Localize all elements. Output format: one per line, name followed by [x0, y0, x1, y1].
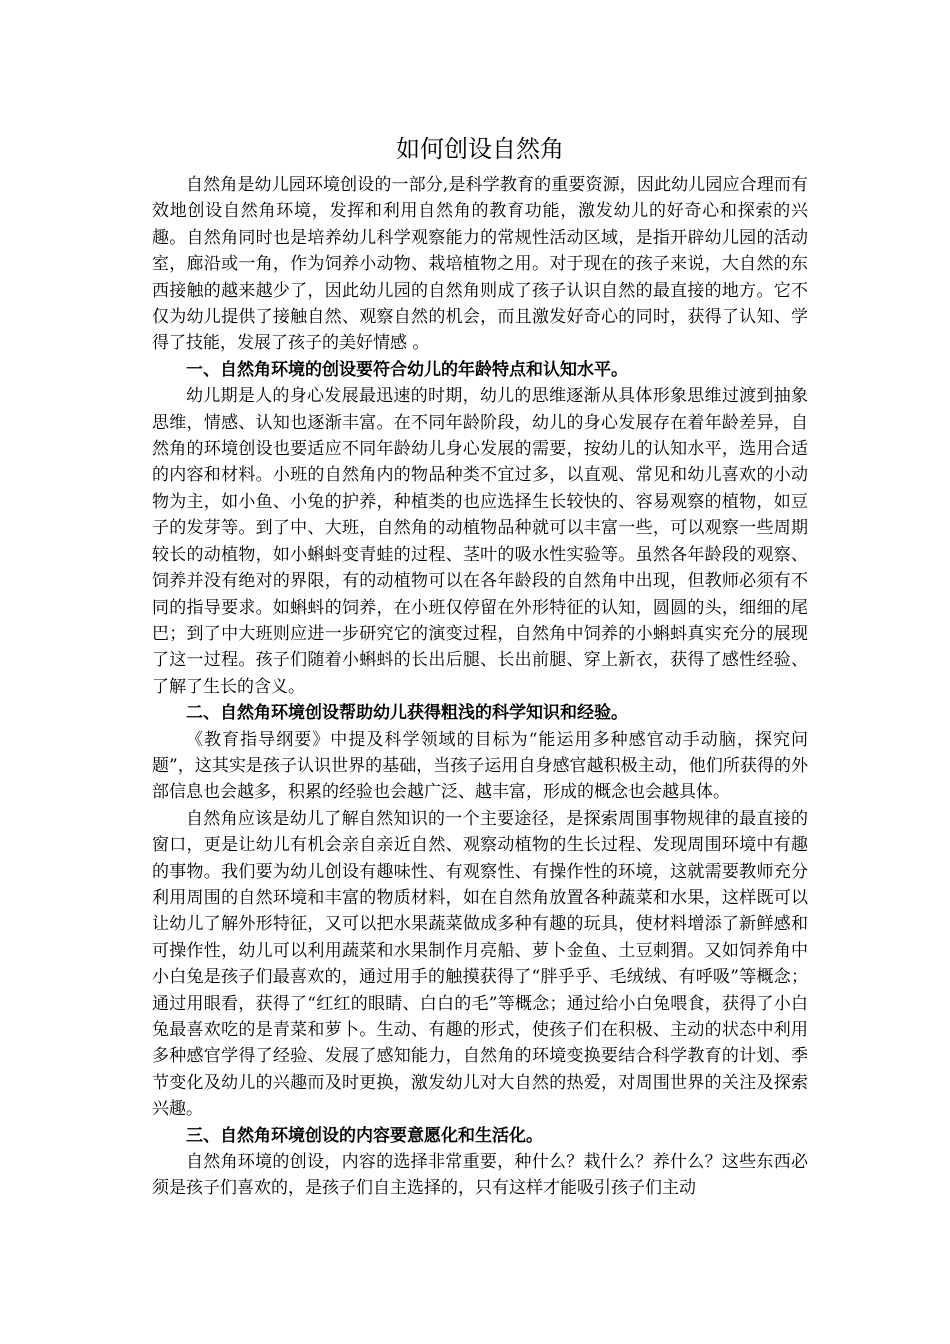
section-3-heading: 三、自然角环境创设的内容要意愿化和生活化。: [186, 1125, 543, 1146]
section-2-heading: 二、自然角环境创设帮助幼儿获得粗浅的科学知识和经验。: [186, 703, 628, 724]
section-3-paragraph: 自然角环境的创设，内容的选择非常重要，种什么？栽什么？养什么？这些东西必须是孩子们喜欢的，是孩子们自主选择的，只有这样才能吸引孩子们主动: [152, 1152, 808, 1199]
section-2-paragraph-2: 自然角应该是幼儿了解自然知识的一个主要途径，是探索周围事物规律的最直接的窗口，更是让幼儿有机会亲自亲近自然、观察动植物的生长过程、发现周围环境中有趣的事物。我们要为幼儿创设有趣味性、有观察性、有操作性的环境，这就需要教师充分利用周围的自然环境和丰富的物质材料，如在自然角放置各种蔬菜和水果，这样既可以让幼儿了解外形特征，又可以把水果蔬菜做成多种有趣的玩具，使材料增添了新鲜感和可操作性，幼儿可以利用蔬菜和水果制作月亮船、萝卜金鱼、土豆刺猬。又如饲养角中小白兔是孩子们最喜欢的，通过用手的触摸获得了“胖乎乎、毛绒绒、有呼吸”等概念；通过用眼看，获得了“红红的眼睛、白白的毛”等概念；通过给小白兔喂食，获得了小白兔最喜欢吃的是青菜和萝卜。生动、有趣的形式，使孩子们在积极、主动的状态中利用多种感官学得了经验、发展了感知能力，自然角的环境变换要结合科学教育的计划、季节变化及幼儿的兴趣而及时更换，激发幼儿对大自然的热爱，对周围世界的关注及探索兴趣。: [152, 808, 808, 1120]
section-2-paragraph-1: 《教育指导纲要》中提及科学领域的目标为“能运用多种感官动手动脑，探究问题”，这其实是孩子认识世界的基础，当孩子运用自身感官越积极主动，他们所获得的外部信息也会越多，积累的经验也会越广泛、越丰富，形成的概念也会越具体。: [152, 729, 808, 803]
section-1-heading: 一、自然角环境的创设要符合幼儿的年龄特点和认知水平。: [186, 359, 628, 380]
document-page: [152, 128, 808, 1202]
intro-paragraph: 自然角是幼儿园环境创设的一部分,是科学教育的重要资源，因此幼儿园应合理而有效地创设自然角环境，发挥和利用自然角的教育功能，激发幼儿的好奇心和探索的兴趣。自然角同时也是培养幼儿科学观察能力的常规性活动区域，是指开辟幼儿园的活动室，廊沿或一角，作为饲养小动物、栽培植物之用。对于现在的孩子来说，大自然的东西接触的越来越少了，因此幼儿园的自然角则成了孩子认识自然的最直接的地方。它不仅为幼儿提供了接触自然、观察自然的机会，而且激发好奇心的同时，获得了认知、学得了技能，发展了孩子的美好情感 。: [152, 175, 808, 354]
document-title: 如何创设自然角: [396, 135, 564, 163]
section-1-paragraph: 幼儿期是人的身心发展最迅速的时期，幼儿的思维逐渐从具体形象思维过渡到抽象思维，情感、认知也逐渐丰富。在不同年龄阶段，幼儿的身心发展存在着年龄差异，自然角的环境创设也要适应不同年龄幼儿身心发展的需要，按幼儿的认知水平，选用合适的内容和材料。小班的自然角内的物品种类不宜过多，以直观、常见和幼儿喜欢的小动物为主，如小鱼、小兔的护养，种植类的也应选择生长较快的、容易观察的植物，如豆子的发芽等。到了中、大班，自然角的动植物品种就可以丰富一些，可以观察一些周期较长的动植物，如小蝌蚪变青蛙的过程、茎叶的吸水性实验等。虽然各年龄段的观察、饲养并没有绝对的界限，有的动植物可以在各年龄段的自然角中出现，但教师必须有不同的指导要求。如蝌蚪的饲养，在小班仅停留在外形特征的认知，圆圆的头，细细的尾巴；到了中大班则应进一步研究它的演变过程，自然角中饲养的小蝌蚪真实充分的展现了这一过程。孩子们随着小蝌蚪的长出后腿、长出前腿、穿上新衣，获得了感性经验、了解了生长的含义。: [152, 386, 808, 697]
